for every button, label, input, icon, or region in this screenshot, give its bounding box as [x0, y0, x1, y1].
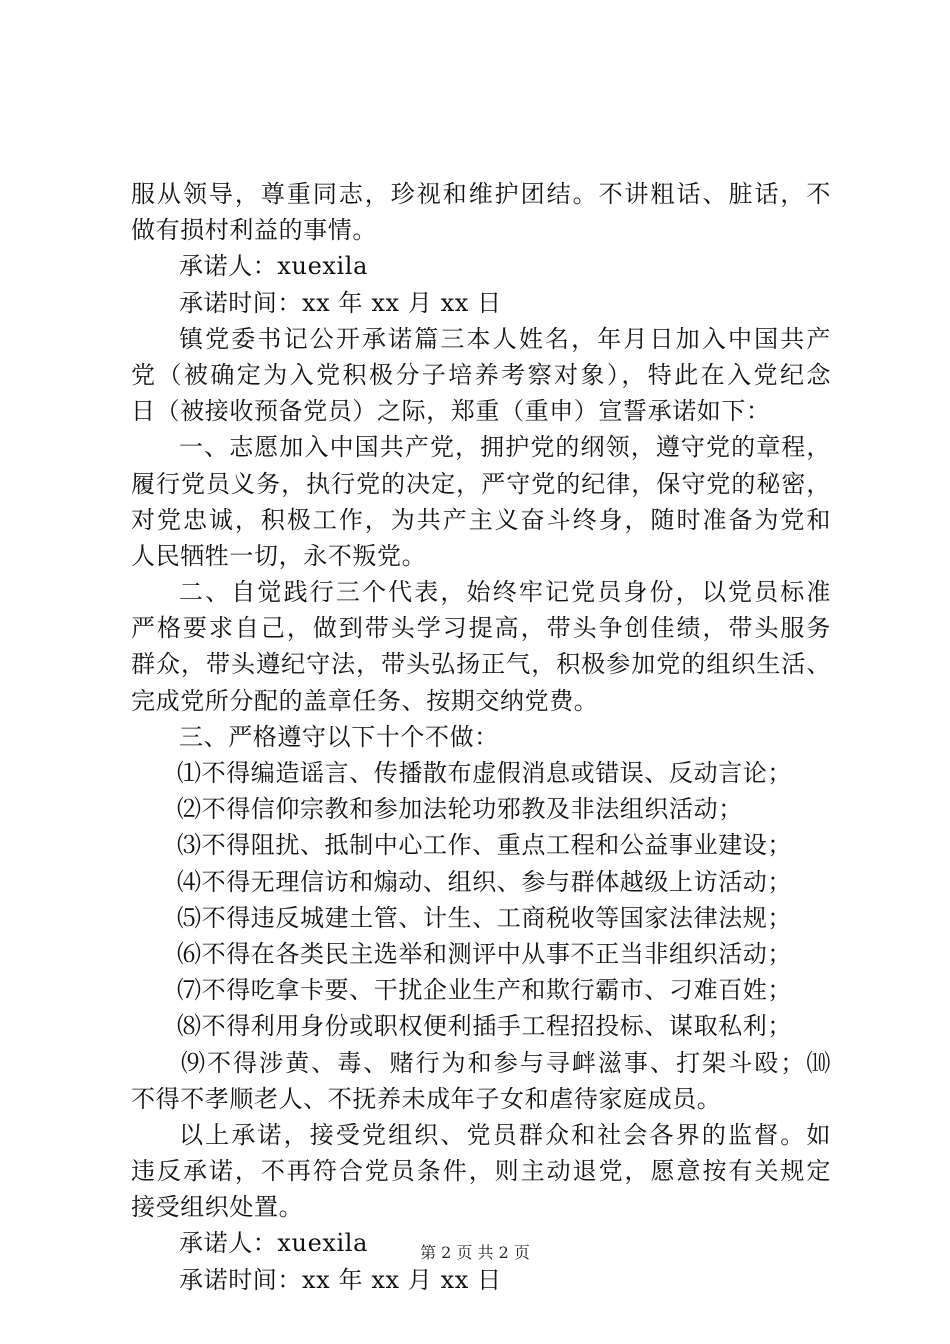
- page-number-footer: 第 2 页 共 2 页: [420, 1243, 530, 1262]
- text-line: 一、志愿加入中国共产党，拥护党的纲领，遵守党的章程，: [179, 433, 831, 462]
- list-item: ⑹不得在各类民主选举和测评中从事不正当非组织活动；: [177, 939, 792, 968]
- text-line: 不得不孝顺老人、不抚养未成年子女和虐待家庭成员。: [131, 1084, 722, 1113]
- text-line: 严格要求自己，做到带头学习提高，带头争创佳绩，带头服务: [131, 614, 831, 643]
- text-line: 完成党所分配的盖章任务、按期交纳党费。: [131, 686, 599, 715]
- signer-line: 承诺人：xuexila: [179, 252, 368, 281]
- list-item: ⑺不得吃拿卡要、干扰企业生产和欺行霸市、刁难百姓；: [177, 976, 792, 1005]
- text-line: 违反承诺，不再符合党员条件，则主动退党，愿意按有关规定: [131, 1157, 831, 1186]
- text-line: 二、自觉践行三个代表，始终牢记党员身份，以党员标准: [179, 578, 831, 607]
- text-line: 日（被接收预备党员）之际，郑重（重申）宣誓承诺如下：: [131, 397, 771, 426]
- text-line: 做有损村利益的事情。: [131, 216, 377, 245]
- text-line: 对党忠诚，积极工作，为共产主义奋斗终身，随时准备为党和: [131, 505, 831, 534]
- date-line: 承诺时间：xx 年 xx 月 xx 日: [179, 1265, 502, 1294]
- text-line: 群众，带头遵纪守法，带头弘扬正气，积极参加党的组织生活、: [131, 650, 831, 679]
- text-line: 服从领导，尊重同志，珍视和维护团结。不讲粗话、脏话，不: [131, 180, 831, 208]
- list-item: ⑴不得编造谣言、传播散布虚假消息或错误、反动言论；: [177, 759, 792, 787]
- list-item: ⑸不得违反城建土管、计生、工商税收等国家法律法规；: [177, 903, 792, 932]
- list-item: ⑼不得涉黄、毒、赌行为和参与寻衅滋事、打架斗殴；⑽: [181, 1048, 831, 1077]
- text-line: 镇党委书记公开承诺篇三本人姓名，年月日加入中国共产: [179, 324, 831, 353]
- list-item: ⑶不得阻扰、抵制中心工作、重点工程和公益事业建设；: [177, 831, 792, 860]
- text-line: 党（被确定为入党积极分子培养考察对象），特此在入党纪念: [131, 360, 831, 389]
- list-item: ⑵不得信仰宗教和参加法轮功邪教及非法组织活动；: [177, 795, 743, 824]
- document-body: [131, 176, 831, 1298]
- list-item: ⑻不得利用身份或职权便利插手工程招投标、谋取私利；: [177, 1012, 792, 1041]
- date-line: 承诺时间：xx 年 xx 月 xx 日: [179, 288, 502, 317]
- text-line: 人民牺牲一切，永不叛党。: [131, 541, 427, 570]
- text-line: 履行党员义务，执行党的决定，严守党的纪律，保守党的秘密，: [131, 469, 831, 498]
- text-line: 以上承诺，接受党组织、党员群众和社会各界的监督。如: [179, 1120, 831, 1149]
- text-line: 三、严格遵守以下十个不做：: [179, 722, 499, 751]
- signer-line: 承诺人：xuexila: [179, 1229, 368, 1258]
- list-item: ⑷不得无理信访和煽动、组织、参与群体越级上访活动；: [177, 867, 792, 896]
- text-line: 接受组织处置。: [131, 1193, 304, 1222]
